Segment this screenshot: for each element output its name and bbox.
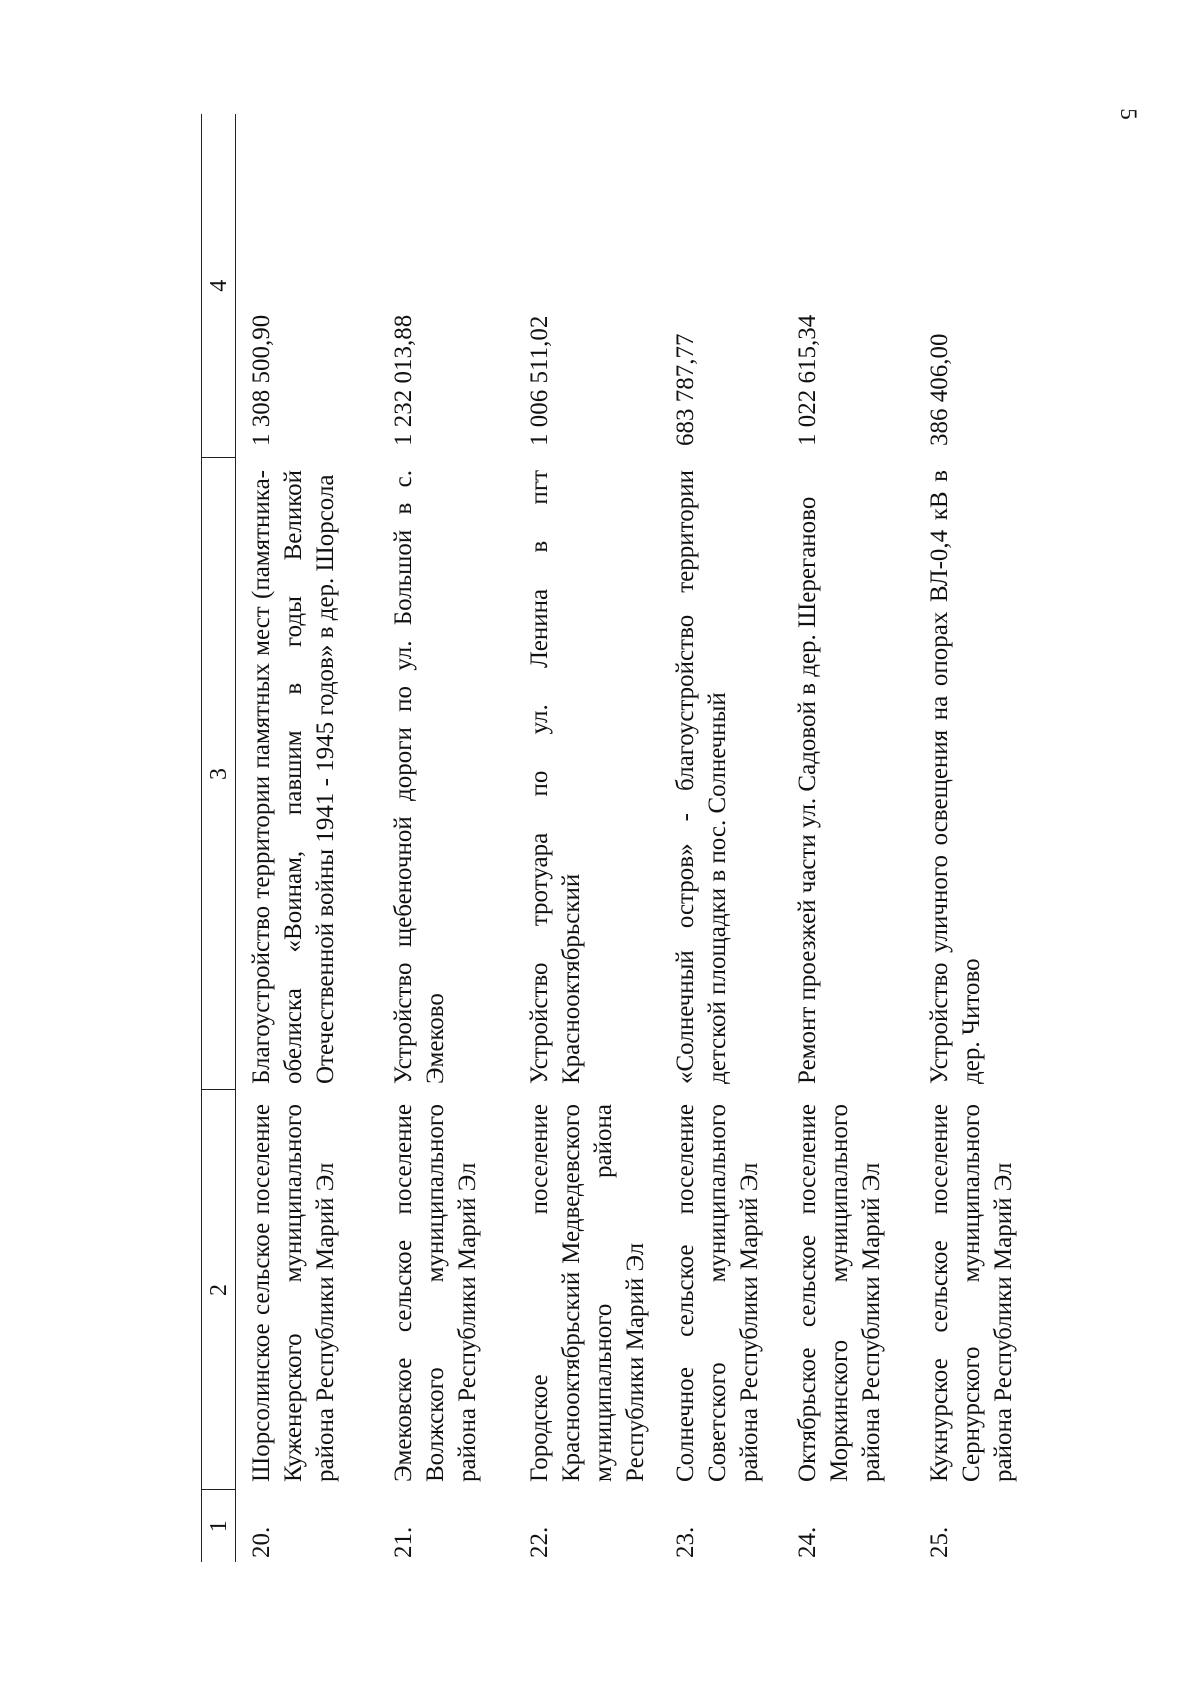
amount-value: 1 308 500,90 <box>248 314 275 446</box>
row-number: 24. <box>794 1526 821 1558</box>
project-description: Ремонт проезжей части ул. Садовой в дер. Шереганово <box>794 496 821 1084</box>
table-row <box>924 114 1034 1562</box>
municipality-name: Городское поселение Краснооктябрьский Медведевского муниципального района Республики Марий Эл <box>526 1104 649 1482</box>
row-number: 21. <box>390 1526 417 1558</box>
column-header-4: 4 <box>202 114 236 458</box>
column-header-3: 3 <box>202 458 236 1090</box>
municipality-name: Октябрьское сельское поселение Моркинского муниципального района Республики Марий Эл <box>794 1104 885 1482</box>
table-row <box>670 114 792 1562</box>
column-header-2: 2 <box>202 1090 236 1490</box>
project-description: Устройство уличного освещения на опорах ВЛ-0,4 кВ в дер. Читово <box>926 470 985 1084</box>
amount-value: 1 022 615,34 <box>794 314 821 446</box>
amount-value: 683 787,77 <box>672 333 699 446</box>
table-row <box>524 114 670 1562</box>
data-table <box>201 114 1034 1562</box>
project-description: Устройство щебеночной дороги по ул. Большой в с. Эмеково <box>390 470 449 1084</box>
table-header-row <box>202 114 236 1562</box>
page-number: 5 <box>1116 108 1141 120</box>
row-number: 22. <box>526 1526 553 1558</box>
table-row <box>792 114 924 1562</box>
row-number: 25. <box>926 1526 953 1558</box>
column-header-1: 1 <box>202 1490 236 1562</box>
amount-value: 1 006 511,02 <box>526 315 553 446</box>
municipality-name: Шорсолинское сельское поселение Куженерского муниципального района Республики Марий Эл <box>248 1104 339 1482</box>
municipality-name: Эмековское сельское поселение Волжского муниципального района Республики Марий Эл <box>390 1104 481 1482</box>
project-description: «Солнечный остров» - благоустройство территории детской площадки в пос. Солнечный <box>672 470 731 1084</box>
table-row <box>236 114 389 1562</box>
amount-value: 386 406,00 <box>926 333 953 446</box>
row-number: 20. <box>248 1526 275 1558</box>
municipality-name: Кукнурское сельское поселение Сернурского муниципального района Республики Марий Эл <box>926 1104 1017 1482</box>
amount-value: 1 232 013,88 <box>390 314 417 446</box>
row-number: 23. <box>672 1526 699 1558</box>
project-description: Благоустройство территории памятных мест (памятника-обелиска «Воинам, павшим в годы Великой Отечественной войны 1941 - 1945 годов» в дер. Шорсола <box>248 470 339 1084</box>
table-row <box>388 114 524 1562</box>
table-container <box>201 114 1036 1562</box>
project-description: Устройство тротуара по ул. Ленина в пгт Краснооктябрьский <box>526 470 585 1084</box>
municipality-name: Солнечное сельское поселение Советского муниципального района Республики Марий Эл <box>672 1104 763 1482</box>
